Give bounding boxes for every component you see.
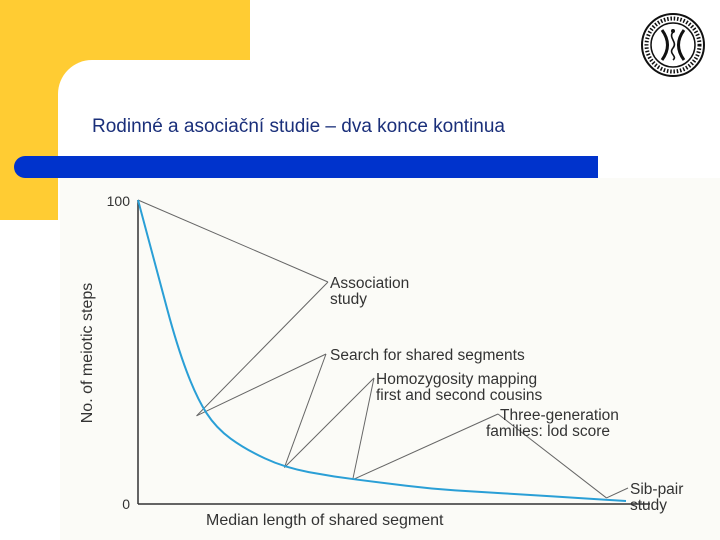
y-tick-label: 0 — [122, 496, 130, 512]
annotation-label-line: study — [330, 291, 368, 308]
annotation-label-line: study — [630, 497, 668, 514]
slide-title: Rodinné a asociační studie – dva konce kontinua — [92, 116, 505, 137]
annotation-label-line: Search for shared segments — [330, 347, 525, 364]
annotation-leader-line — [606, 488, 628, 498]
annotation-leader-line — [138, 200, 328, 282]
annotation-label — [330, 275, 414, 308]
annotation-label-line: Association — [330, 275, 410, 292]
annotation-label — [630, 481, 688, 514]
annotation-label-line: Homozygosity mapping — [376, 371, 538, 388]
annotation-leader-line — [353, 378, 374, 480]
annotation-label — [376, 371, 543, 404]
annotation-label-line: Three-generation — [500, 407, 619, 424]
annotation-label-line: Sib-pair — [630, 481, 684, 498]
annotation-leader-line — [197, 282, 328, 416]
y-tick-label: 100 — [106, 193, 130, 209]
annotation-label-line: families: lod score — [486, 423, 611, 440]
y-axis-label: No. of meiotic steps — [79, 282, 96, 424]
annotation-label-line: first and second cousins — [376, 387, 543, 404]
chart-area — [60, 178, 720, 540]
x-axis-label: Median length of shared segment — [206, 512, 444, 529]
meiotic-steps-chart — [60, 178, 720, 540]
annotation-label — [330, 347, 525, 364]
annotation-leader-line — [353, 414, 498, 480]
annotation-label — [486, 407, 623, 440]
annotation-leader-line — [284, 378, 374, 468]
title-underline-bar — [14, 156, 598, 178]
university-seal-icon — [640, 12, 706, 78]
annotation-labels — [330, 275, 688, 514]
